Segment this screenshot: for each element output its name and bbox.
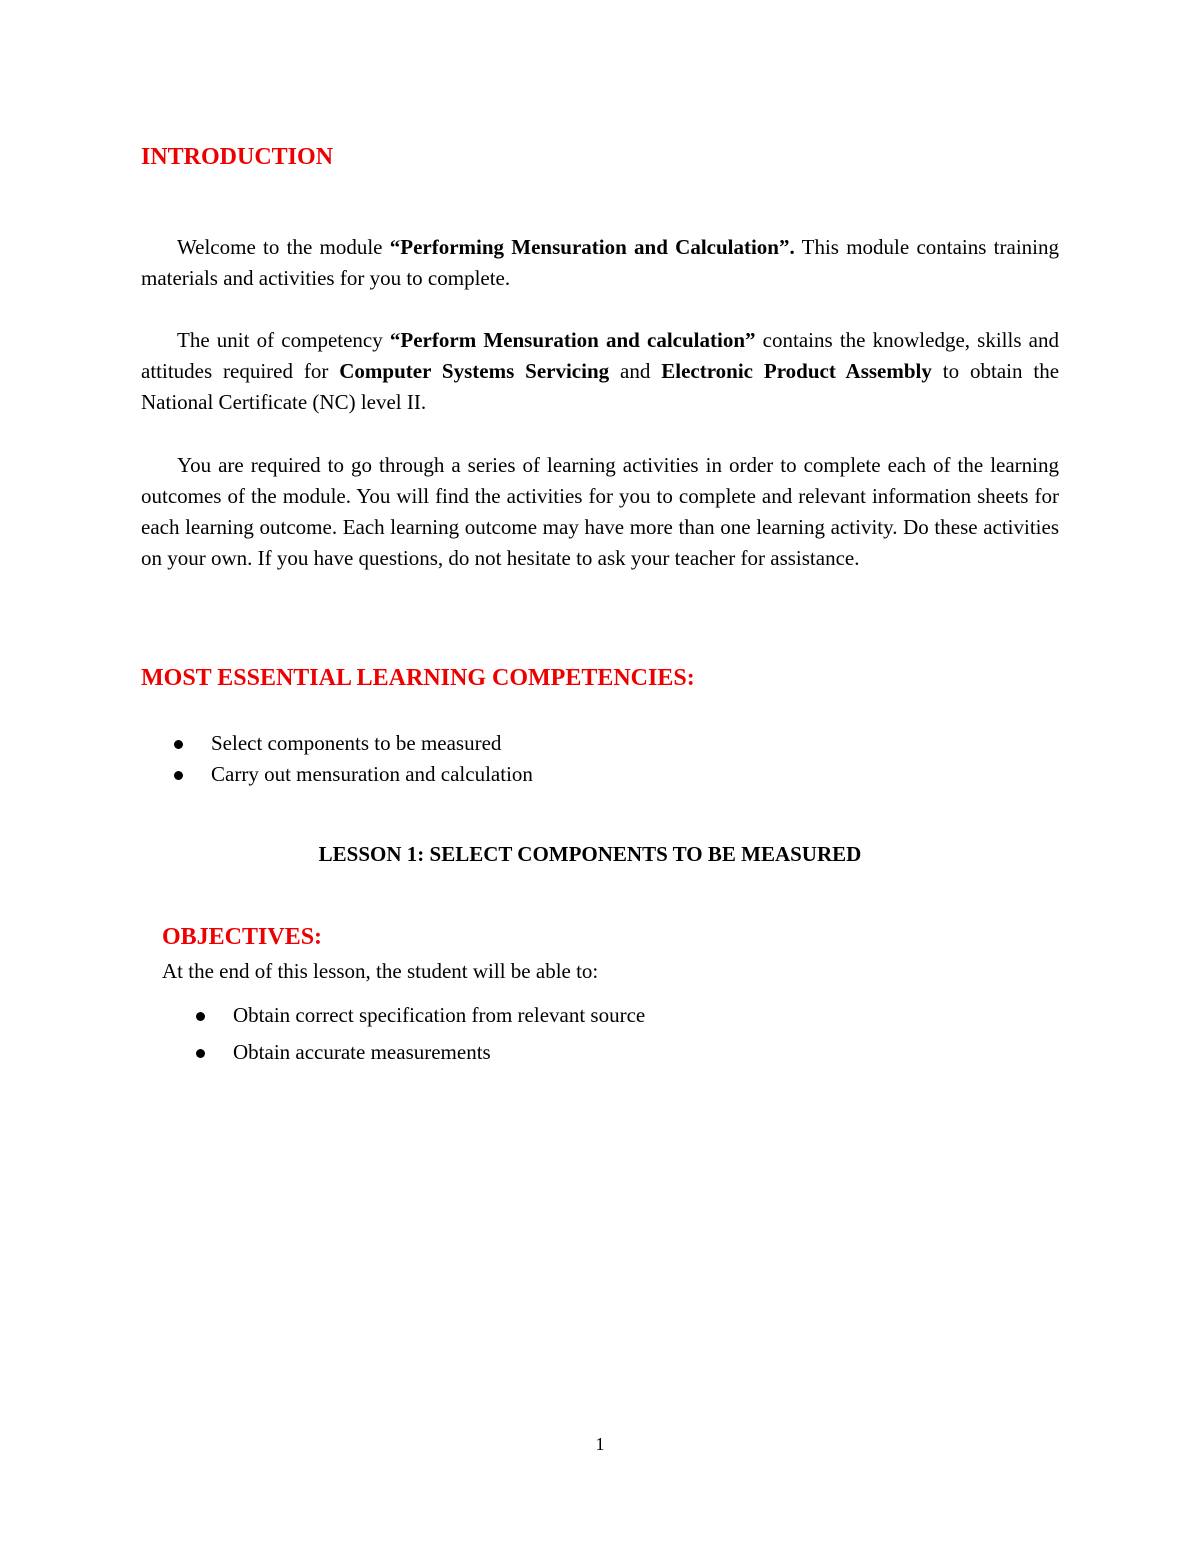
list-item-text: Obtain correct specification from relevant source — [233, 1003, 646, 1027]
welcome-text-end: This module contains training materials and activities for you to complete. — [141, 235, 1059, 290]
list-item — [196, 1034, 645, 1071]
bullet-icon — [196, 1049, 205, 1058]
list-item-text: Obtain accurate measurements — [233, 1040, 491, 1064]
lesson-title: LESSON 1: SELECT COMPONENTS TO BE MEASURED — [318, 842, 862, 866]
qualification-css: Computer Systems Servicing — [339, 359, 610, 383]
page-number: 1 — [595, 1434, 605, 1454]
bullet-icon — [196, 1012, 205, 1021]
unit-text-2: contains the knowledge, skills and attitudes required for — [141, 328, 1060, 383]
objectives-intro: At the end of this lesson, the student will be able to: — [162, 959, 599, 983]
unit-of-competency-paragraph — [141, 325, 1059, 418]
objectives-heading: OBJECTIVES: — [162, 924, 323, 950]
list-item — [174, 728, 533, 759]
unit-text-1: The unit of competency — [177, 328, 390, 352]
list-item-text: Carry out mensuration and calculation — [211, 762, 533, 786]
welcome-paragraph — [141, 232, 1059, 294]
competency-title: “Perform Mensuration and calculation” — [389, 328, 756, 352]
unit-text-4: to obtain the National Certificate (NC) level II. — [141, 359, 1060, 414]
introduction-heading: INTRODUCTION — [141, 144, 334, 170]
learning-activities-paragraph: You are required to go through a series of learning activities in order to complete each of the learning outcomes of the module. You will find the activities for you to complete and relevant information sheets for each learning outcome. Each learning outcome may have more than one learning activity. Do these activities on your own. If you have questions, do not hesitate to ask your teacher for assistance. — [141, 453, 1059, 570]
bullet-icon — [174, 740, 183, 749]
bullet-icon — [174, 771, 183, 780]
melc-heading: MOST ESSENTIAL LEARNING COMPETENCIES: — [141, 665, 695, 691]
unit-text-3: and — [609, 359, 662, 383]
melc-list — [174, 728, 533, 790]
welcome-text-start: Welcome to the module — [177, 235, 390, 259]
list-item-text: Select components to be measured — [211, 731, 502, 755]
list-item — [196, 997, 645, 1034]
list-item — [174, 759, 533, 790]
qualification-epa: Electronic Product Assembly — [661, 359, 932, 383]
objectives-list — [196, 997, 645, 1071]
module-title: “Performing Mensuration and Calculation”. — [389, 235, 795, 259]
